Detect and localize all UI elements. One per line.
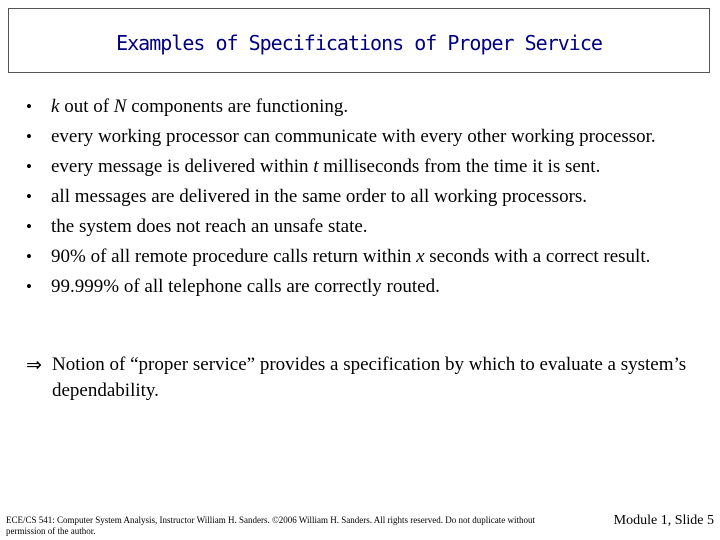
list-item <box>26 92 706 122</box>
bullet-text <box>51 212 368 242</box>
bullet-text <box>51 92 348 122</box>
italic-variable: N <box>113 96 127 117</box>
text-run: 99.999% of all telephone calls are correctly routed. <box>51 276 440 297</box>
text-run: 90% of all remote procedure calls return within <box>51 246 417 267</box>
list-item <box>26 242 706 272</box>
bullet-icon: • <box>26 187 32 206</box>
text-run: every working processor can communicate with every other working processor. <box>51 126 656 147</box>
title-frame <box>8 8 710 73</box>
slide-title: Examples of Specifications of Proper Service <box>116 31 602 55</box>
italic-variable: t <box>313 156 319 177</box>
list-item <box>26 272 706 302</box>
list-item <box>26 212 706 242</box>
bullet-text <box>51 242 650 272</box>
bullet-text <box>51 182 587 212</box>
bullet-text <box>51 272 440 302</box>
text-run: all messages are delivered in the same order to all working processors. <box>51 186 588 207</box>
conclusion-text: Notion of “proper service” provides a specification by which to evaluate a system’s dependability. <box>52 354 687 401</box>
bullet-list <box>26 92 706 302</box>
text-run: out of <box>59 96 114 117</box>
list-item <box>26 182 706 212</box>
bullet-text <box>51 152 600 182</box>
slide-number: Module 1, Slide 5 <box>613 513 714 528</box>
list-item <box>26 152 706 182</box>
text-run: every message is delivered within <box>51 156 314 177</box>
bullet-icon: • <box>26 127 32 146</box>
text-run: the system does not reach an unsafe state. <box>51 216 368 237</box>
bullet-icon: • <box>26 247 32 266</box>
list-item <box>26 122 706 152</box>
italic-variable: x <box>416 246 425 267</box>
implies-arrow-icon: ⇒ <box>26 354 42 376</box>
bullet-icon: • <box>26 277 32 296</box>
bullet-icon: • <box>26 217 32 236</box>
bullet-text <box>51 122 656 152</box>
text-run: milliseconds from the time it is sent. <box>318 156 601 177</box>
text-run: seconds with a correct result. <box>424 246 651 267</box>
footer-copyright: ECE/CS 541: Computer System Analysis, Instructor William H. Sanders. ©2006 William H. Sanders. All rights reserved. Do not duplicate without permission of the author. <box>6 515 535 536</box>
bullet-icon: • <box>26 157 32 176</box>
text-run: components are functioning. <box>126 96 349 117</box>
bullet-icon: • <box>26 97 32 116</box>
italic-variable: k <box>51 96 60 117</box>
